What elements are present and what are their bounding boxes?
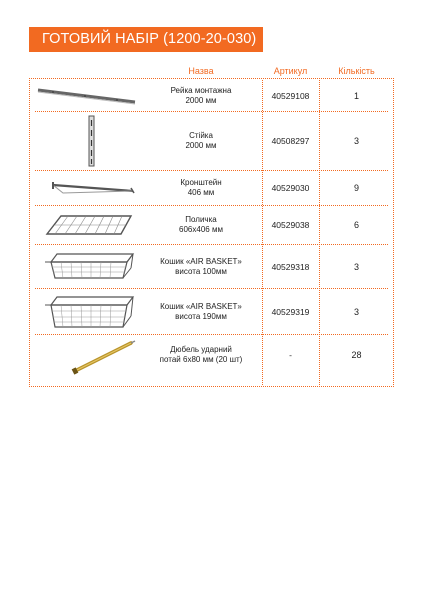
table-row bbox=[29, 171, 394, 205]
table-row bbox=[29, 80, 394, 111]
item-name: Рейка монтажна 2000 мм bbox=[170, 85, 232, 105]
dowel-icon bbox=[35, 337, 139, 383]
table-row bbox=[29, 112, 394, 170]
wire-basket-icon bbox=[35, 248, 139, 285]
item-quantity: 3 bbox=[353, 306, 359, 317]
item-article: 40529108 bbox=[271, 90, 310, 101]
item-name: Дюбель ударний потай 6x80 мм (20 шт) bbox=[159, 345, 243, 364]
table-row bbox=[29, 206, 394, 244]
item-name: Поличка 606x406 мм bbox=[179, 215, 223, 234]
item-quantity: 9 bbox=[353, 183, 359, 193]
title-bar: ГОТОВИЙ НАБІР (1200-20-030) bbox=[29, 27, 263, 52]
header-name: Назва bbox=[188, 66, 214, 76]
bracket-icon bbox=[35, 177, 139, 199]
wire-shelf-icon bbox=[35, 210, 139, 240]
item-name: Кошик «AIR BASKET» висота 190мм bbox=[160, 301, 242, 321]
item-quantity: 3 bbox=[353, 261, 359, 272]
table-row bbox=[29, 289, 394, 334]
item-quantity: 3 bbox=[353, 136, 359, 146]
item-article: 40529030 bbox=[271, 183, 310, 193]
table-row bbox=[29, 245, 394, 288]
item-article: 40529038 bbox=[271, 220, 310, 230]
item-name: Стійка 2000 мм bbox=[185, 131, 217, 150]
item-name: Кошик «AIR BASKET» висота 100мм bbox=[160, 256, 242, 276]
item-article: 40529319 bbox=[271, 306, 310, 317]
item-quantity: 6 bbox=[353, 220, 359, 230]
item-quantity: 28 bbox=[351, 350, 362, 360]
item-quantity: 1 bbox=[353, 90, 359, 101]
item-article: 40508297 bbox=[271, 136, 310, 146]
item-article: - bbox=[289, 350, 292, 360]
header-quantity: Кількість bbox=[338, 66, 375, 76]
mounting-rail-icon bbox=[35, 86, 139, 106]
item-article: 40529318 bbox=[271, 261, 310, 272]
table-row bbox=[29, 335, 394, 385]
upright-icon bbox=[35, 114, 139, 168]
header-article: Артикул bbox=[273, 66, 308, 76]
wire-basket-tall-icon bbox=[35, 292, 139, 332]
item-name: Кронштейн 406 мм bbox=[180, 178, 222, 197]
